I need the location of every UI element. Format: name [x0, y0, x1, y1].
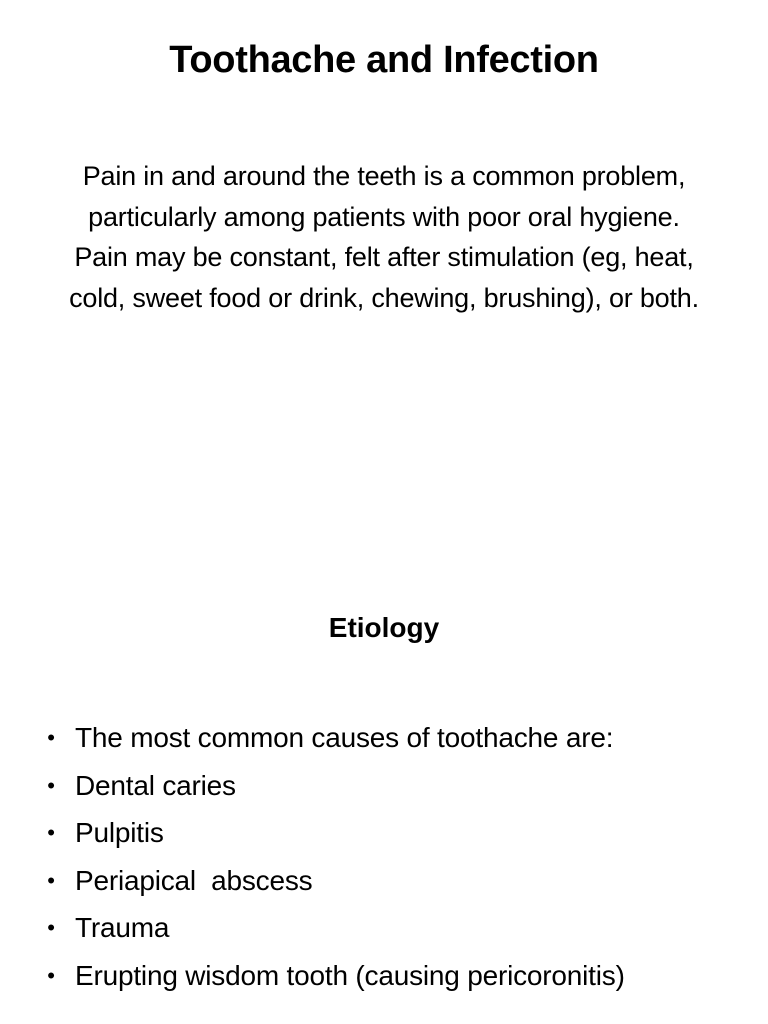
bullet-item: [0, 809, 740, 857]
bullet-dot-icon: •: [47, 867, 55, 893]
bullet-item: [0, 714, 740, 762]
bullet-item: [0, 762, 740, 810]
etiology-bullet-list: [0, 714, 740, 999]
bullet-text: Pulpitis: [75, 817, 164, 848]
bullet-dot-icon: •: [47, 820, 55, 845]
bullet-text: Erupting wisdom tooth (causing pericoronitis): [75, 959, 625, 991]
bullet-text: Periapical abscess: [75, 864, 313, 896]
bullet-text: Trauma: [75, 912, 170, 943]
bullet-item: [0, 904, 740, 952]
bullet-dot-icon: •: [47, 772, 55, 798]
bullet-dot-icon: •: [47, 725, 55, 750]
bullet-dot-icon: •: [47, 962, 55, 988]
bullet-dot-icon: •: [47, 915, 55, 940]
bullet-item: [0, 857, 740, 905]
section-heading-etiology: Etiology: [328, 612, 440, 643]
slide-title: Toothache and Infection: [169, 39, 599, 81]
bullet-text: The most common causes of toothache are:: [75, 722, 614, 753]
bullet-item: [0, 952, 740, 1000]
intro-paragraph: Pain in and around the teeth is a common problem, particularly among patients with poor oral hygiene. Pain may be constant, felt after stimulation (eg, heat, cold, sweet food or drink, chewing, brushing), or both.: [69, 161, 699, 313]
bullet-text: Dental caries: [75, 769, 236, 801]
